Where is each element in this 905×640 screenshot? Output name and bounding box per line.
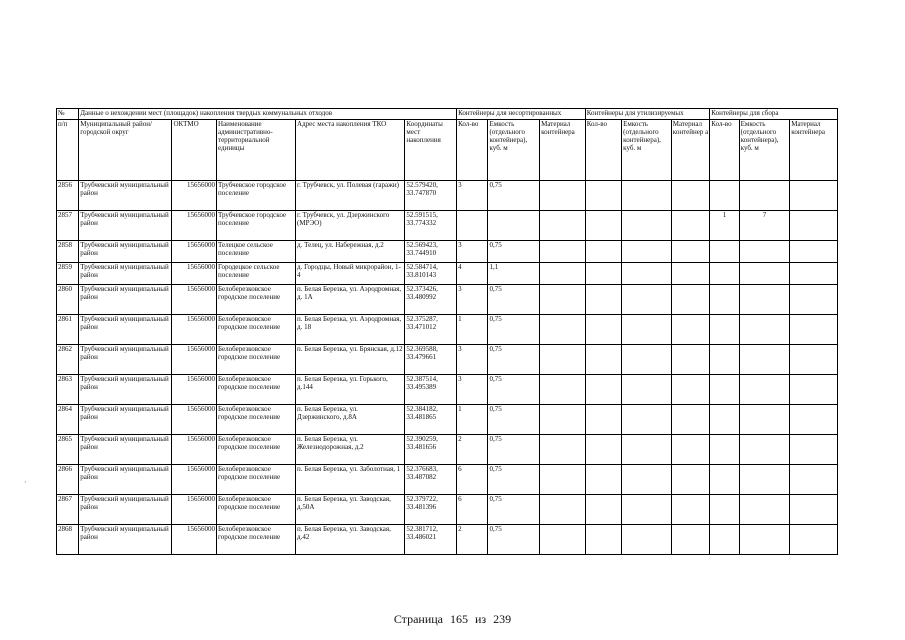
row-number: 2866 (57, 465, 79, 495)
row-capacity-utilized (622, 285, 672, 315)
row-material-utilized (671, 465, 710, 495)
row-material-utilized (671, 375, 710, 405)
row-oktmo: 15656000 (172, 345, 217, 375)
row-oktmo: 15656000 (172, 375, 217, 405)
row-district: Трубчевский муниципальный район (79, 375, 172, 405)
row-material (540, 285, 586, 315)
row-material-utilized (671, 315, 710, 345)
row-material-collect (790, 263, 838, 285)
header-group-utilized: Контейнеры для утилизируемых (585, 109, 710, 120)
row-qty: 1 (457, 315, 488, 345)
row-capacity: 0,75 (488, 465, 540, 495)
row-number: 2857 (57, 211, 79, 241)
row-qty-collect (710, 435, 739, 465)
row-capacity-collect (739, 435, 790, 465)
row-material-utilized (671, 345, 710, 375)
header-group-data: Данные о нехождении мест (площадок) накопления твердых коммунальных отходов (79, 109, 457, 120)
row-district: Трубчевский муниципальный район (79, 435, 172, 465)
group-header-row (57, 109, 838, 120)
row-material-collect (790, 405, 838, 435)
row-material (540, 315, 586, 345)
row-settlement: Белоберезковское городское поселение (217, 345, 296, 375)
row-settlement: Трубчевское городское поселение (217, 181, 296, 211)
header-group-unsorted: Контейнеры для несортированных (457, 109, 586, 120)
row-address: п. Белая Березка, ул. Заводская, д.50А (296, 495, 405, 525)
row-qty-collect (710, 241, 739, 263)
row-number: 2867 (57, 495, 79, 525)
row-coords: 52.373426, 33.480992 (405, 285, 457, 315)
row-qty-utilized (585, 181, 621, 211)
row-qty-utilized (585, 241, 621, 263)
row-address: п. Белая Березка, ул. Аэродромная, д. 18 (296, 315, 405, 345)
row-oktmo: 15656000 (172, 241, 217, 263)
waste-sites-table (56, 108, 838, 555)
row-district: Трубчевский муниципальный район (79, 263, 172, 285)
row-district: Трубчевский муниципальный район (79, 465, 172, 495)
footer-word: Страница (393, 612, 443, 626)
row-qty: 3 (457, 285, 488, 315)
table-row (57, 465, 838, 495)
row-qty: 2 (457, 435, 488, 465)
row-capacity-utilized (622, 435, 672, 465)
row-settlement: Белоберезковское городское поселение (217, 465, 296, 495)
row-capacity-utilized (622, 211, 672, 241)
row-capacity-collect (739, 345, 790, 375)
row-settlement: Белоберезковское городское поселение (217, 405, 296, 435)
row-capacity: 0,75 (488, 345, 540, 375)
row-number: 2864 (57, 405, 79, 435)
table-row (57, 211, 838, 241)
row-qty-utilized (585, 211, 621, 241)
row-qty: 2 (457, 525, 488, 555)
row-material-collect (790, 525, 838, 555)
row-material (540, 525, 586, 555)
row-qty-utilized (585, 495, 621, 525)
row-qty: 3 (457, 375, 488, 405)
row-capacity-collect (739, 495, 790, 525)
row-settlement: Белоберезковское городское поселение (217, 435, 296, 465)
row-number: 2861 (57, 315, 79, 345)
row-qty-collect (710, 345, 739, 375)
row-material-collect (790, 181, 838, 211)
row-qty-utilized (585, 465, 621, 495)
row-qty-collect (710, 465, 739, 495)
row-number: 2862 (57, 345, 79, 375)
row-material-utilized (671, 495, 710, 525)
row-capacity-utilized (622, 181, 672, 211)
header-material-collect: Материал контейнера (790, 120, 838, 181)
row-capacity: 0,75 (488, 405, 540, 435)
row-coords: 52.569423, 33.744910 (405, 241, 457, 263)
row-oktmo: 15656000 (172, 435, 217, 465)
row-district: Трубчевский муниципальный район (79, 495, 172, 525)
header-capacity: Емкость (отдельного контейнера), куб. м (488, 120, 540, 181)
row-coords: 52.375287, 33.471012 (405, 315, 457, 345)
row-capacity-collect (739, 375, 790, 405)
row-material (540, 211, 586, 241)
row-address: д. Городцы, Новый микрорайон, 1-4 (296, 263, 405, 285)
row-coords: 52.390259, 33.481656 (405, 435, 457, 465)
footer-of: из (474, 612, 487, 626)
row-address: п. Белая Березка, ул. Заводская, д.42 (296, 525, 405, 555)
table-row (57, 375, 838, 405)
row-oktmo: 15656000 (172, 465, 217, 495)
header-oktmo: ОКТМО (172, 120, 217, 181)
row-oktmo: 15656000 (172, 211, 217, 241)
header-district: Муниципальный район/городской округ (79, 120, 172, 181)
row-material (540, 241, 586, 263)
row-material-collect (790, 211, 838, 241)
table-row (57, 345, 838, 375)
row-address: п. Белая Березка, ул. Горького, д.144 (296, 375, 405, 405)
row-material (540, 263, 586, 285)
row-qty: 6 (457, 465, 488, 495)
table-row (57, 435, 838, 465)
row-qty-collect (710, 181, 739, 211)
row-material-utilized (671, 525, 710, 555)
row-qty: 3 (457, 345, 488, 375)
table-row (57, 181, 838, 211)
header-qty-collect: Кол-во (710, 120, 739, 181)
row-capacity-utilized (622, 241, 672, 263)
row-qty: 6 (457, 495, 488, 525)
row-qty-utilized (585, 435, 621, 465)
row-number: 2868 (57, 525, 79, 555)
row-address: п. Белая Березка, ул. Аэродромная, д. 1А (296, 285, 405, 315)
row-settlement: Белоберезковское городское поселение (217, 375, 296, 405)
margin-mark: · (24, 478, 27, 487)
footer-total: 239 (493, 612, 512, 626)
row-address: п. Белая Березка, ул. Железнодорожная, д.2 (296, 435, 405, 465)
row-capacity-collect (739, 285, 790, 315)
header-qty: Кол-во (457, 120, 488, 181)
row-material-collect (790, 241, 838, 263)
row-material-collect (790, 435, 838, 465)
row-settlement: Белоберезковское городское поселение (217, 315, 296, 345)
row-material-utilized (671, 241, 710, 263)
row-material-collect (790, 465, 838, 495)
header-pp: п/п (57, 120, 79, 181)
row-number: 2859 (57, 263, 79, 285)
row-qty: 3 (457, 241, 488, 263)
header-capacity-collect: Емкость (отдельного контейнера), куб. м (739, 120, 790, 181)
header-material: Материал контейнера (540, 120, 586, 181)
row-capacity-utilized (622, 465, 672, 495)
footer-page: 165 (449, 612, 468, 626)
row-capacity-collect (739, 263, 790, 285)
table-row (57, 241, 838, 263)
row-district: Трубчевский муниципальный район (79, 315, 172, 345)
row-coords: 52.579420, 33.747870 (405, 181, 457, 211)
row-capacity-collect (739, 181, 790, 211)
row-capacity-utilized (622, 315, 672, 345)
row-district: Трубчевский муниципальный район (79, 285, 172, 315)
row-capacity-utilized (622, 525, 672, 555)
row-capacity-utilized (622, 405, 672, 435)
row-material (540, 405, 586, 435)
row-capacity (488, 211, 540, 241)
row-capacity: 0,75 (488, 241, 540, 263)
row-settlement: Белоберезковское городское поселение (217, 285, 296, 315)
row-coords: 52.584714, 33.810143 (405, 263, 457, 285)
header-num: № (57, 109, 79, 120)
row-material (540, 181, 586, 211)
row-material-utilized (671, 435, 710, 465)
row-district: Трубчевский муниципальный район (79, 525, 172, 555)
header-qty-utilized: Кол-во (585, 120, 621, 181)
row-district: Трубчевский муниципальный район (79, 345, 172, 375)
row-material-utilized (671, 181, 710, 211)
row-coords: 52.384182, 33.481865 (405, 405, 457, 435)
row-settlement: Городецкое сельское поселение (217, 263, 296, 285)
row-coords: 52.381712, 33.486021 (405, 525, 457, 555)
row-capacity-utilized (622, 375, 672, 405)
row-material-collect (790, 345, 838, 375)
row-address: п. Белая Березка, ул. Дзержинского, д.8А (296, 405, 405, 435)
row-qty-utilized (585, 405, 621, 435)
header-coords: Координаты мест накопления (405, 120, 457, 181)
row-oktmo: 15656000 (172, 405, 217, 435)
row-address: п. Белая Березка, ул. Брянская, д.12 (296, 345, 405, 375)
row-address: п. Белая Березка, ул. Заболотная, 1 (296, 465, 405, 495)
row-qty-collect (710, 405, 739, 435)
row-capacity: 0,75 (488, 435, 540, 465)
row-number: 2863 (57, 375, 79, 405)
row-qty-utilized (585, 285, 621, 315)
row-settlement: Белоберезковское городское поселение (217, 495, 296, 525)
row-capacity-collect (739, 465, 790, 495)
page-footer (0, 612, 905, 627)
row-qty (457, 211, 488, 241)
row-capacity-utilized (622, 495, 672, 525)
table-row (57, 525, 838, 555)
row-material-utilized (671, 285, 710, 315)
row-material (540, 345, 586, 375)
row-district: Трубчевский муниципальный район (79, 405, 172, 435)
row-qty-collect (710, 315, 739, 345)
row-oktmo: 15656000 (172, 525, 217, 555)
row-number: 2865 (57, 435, 79, 465)
table-row (57, 315, 838, 345)
row-qty-collect (710, 263, 739, 285)
row-address: г. Трубчевск, ул. Дзержинского (МРЭО) (296, 211, 405, 241)
row-capacity-collect (739, 405, 790, 435)
row-oktmo: 15656000 (172, 285, 217, 315)
header-capacity-utilized: Емкость (отдельного контейнера), куб. м (622, 120, 672, 181)
row-district: Трубчевский муниципальный район (79, 241, 172, 263)
row-material (540, 435, 586, 465)
row-oktmo: 15656000 (172, 181, 217, 211)
row-capacity: 0,75 (488, 181, 540, 211)
row-qty: 1 (457, 405, 488, 435)
row-qty-collect (710, 285, 739, 315)
row-material (540, 465, 586, 495)
row-qty-collect (710, 375, 739, 405)
row-qty-utilized (585, 375, 621, 405)
row-qty-utilized (585, 525, 621, 555)
header-address: Адрес места накопления ТКО (296, 120, 405, 181)
row-capacity-utilized (622, 263, 672, 285)
row-district: Трубчевский муниципальный район (79, 181, 172, 211)
row-material-utilized (671, 211, 710, 241)
row-material (540, 375, 586, 405)
row-capacity: 0,75 (488, 315, 540, 345)
row-coords: 52.387514, 33.495389 (405, 375, 457, 405)
row-qty-utilized (585, 263, 621, 285)
row-qty-collect (710, 495, 739, 525)
row-material-utilized (671, 263, 710, 285)
row-oktmo: 15656000 (172, 315, 217, 345)
column-header-row (57, 120, 838, 181)
row-material-collect (790, 375, 838, 405)
row-address: д. Телец, ул. Набережная, д.2 (296, 241, 405, 263)
header-group-collect: Контейнеры для сбора (710, 109, 838, 120)
row-qty: 4 (457, 263, 488, 285)
row-material-collect (790, 495, 838, 525)
table-row (57, 495, 838, 525)
row-coords: 52.379722, 33.481396 (405, 495, 457, 525)
row-qty-collect: 1 (710, 211, 739, 241)
row-capacity-utilized (622, 345, 672, 375)
row-qty-utilized (585, 345, 621, 375)
row-coords: 52.591515, 33.774332 (405, 211, 457, 241)
row-material (540, 495, 586, 525)
row-qty-collect (710, 525, 739, 555)
header-settlement: Наименование административно-территориальной единицы (217, 120, 296, 181)
row-coords: 52.369588, 33.479661 (405, 345, 457, 375)
row-material-utilized (671, 405, 710, 435)
row-capacity: 0,75 (488, 495, 540, 525)
row-capacity: 0,75 (488, 285, 540, 315)
row-capacity-collect (739, 315, 790, 345)
row-number: 2860 (57, 285, 79, 315)
row-settlement: Телецкое сельское поселение (217, 241, 296, 263)
row-material-collect (790, 285, 838, 315)
row-district: Трубчевский муниципальный район (79, 211, 172, 241)
table-row (57, 285, 838, 315)
row-oktmo: 15656000 (172, 263, 217, 285)
row-address: г. Трубчевск, ул. Полевая (гаражи) (296, 181, 405, 211)
row-capacity-collect: 7 (739, 211, 790, 241)
row-material-collect (790, 315, 838, 345)
row-settlement: Трубчевское городское поселение (217, 211, 296, 241)
row-capacity: 0,75 (488, 525, 540, 555)
row-capacity-collect (739, 525, 790, 555)
table-row (57, 263, 838, 285)
row-coords: 52.376683, 33.487082 (405, 465, 457, 495)
row-number: 2858 (57, 241, 79, 263)
row-number: 2856 (57, 181, 79, 211)
row-qty-utilized (585, 315, 621, 345)
header-material-utilized: Материал контейнер а (671, 120, 710, 181)
table-row (57, 405, 838, 435)
row-settlement: Белоберезковское городское поселение (217, 525, 296, 555)
row-capacity-collect (739, 241, 790, 263)
row-oktmo: 15656000 (172, 495, 217, 525)
row-capacity: 1,1 (488, 263, 540, 285)
row-qty: 3 (457, 181, 488, 211)
row-capacity: 0,75 (488, 375, 540, 405)
